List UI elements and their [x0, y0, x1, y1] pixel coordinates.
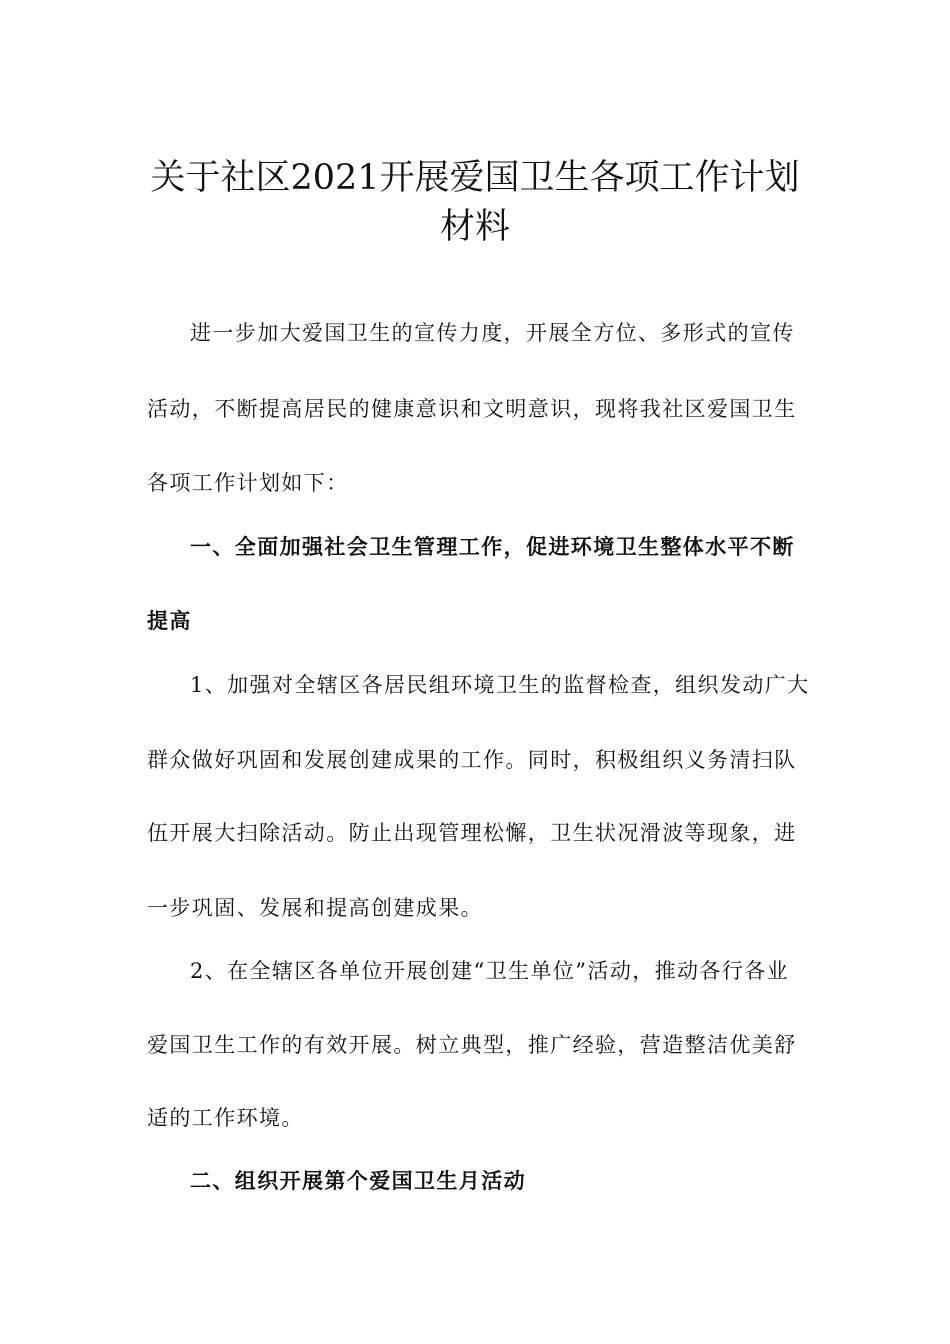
document-title-line-1: 关于社区2021开展爱国卫生各项工作计划 [150, 158, 800, 199]
item-1-line-3: 伍开展大扫除活动。防止出现管理松懈，卫生状况滑波等现象，进 [147, 821, 797, 845]
item-1-line-2: 群众做好巩固和发展创建成果的工作。同时，积极组织义务清扫队 [147, 748, 797, 772]
item-2-line-2: 爱国卫生工作的有效开展。树立典型，推广经验，营造整洁优美舒 [147, 1033, 797, 1057]
intro-line-1: 进一步加大爱国卫生的宣传力度，开展全方位、多形式的宣传 [190, 321, 795, 345]
section-2-heading: 二、组织开展第个爱国卫生月活动 [190, 1168, 526, 1193]
item-2-line-1: 2、在全辖区各单位开展创建“卫生单位”活动，推动各行各业 [190, 959, 790, 983]
intro-line-3: 各项工作计划如下： [147, 471, 349, 495]
document-title-line-2: 材料 [439, 207, 510, 247]
section-1-heading-line-1: 一、全面加强社会卫生管理工作，促进环境卫生整体水平不断 [190, 534, 795, 559]
section-1-heading-line-2: 提高 [147, 608, 192, 633]
intro-line-2: 活动，不断提高居民的健康意识和文明意识，现将我社区爱国卫生 [147, 397, 797, 421]
item-1-line-1: 1、加强对全辖区各居民组环境卫生的监督检查，组织发动广大 [190, 673, 810, 697]
item-1-line-4: 一步巩固、发展和提高创建成果。 [147, 896, 483, 920]
item-2-line-3: 适的工作环境。 [147, 1106, 304, 1130]
